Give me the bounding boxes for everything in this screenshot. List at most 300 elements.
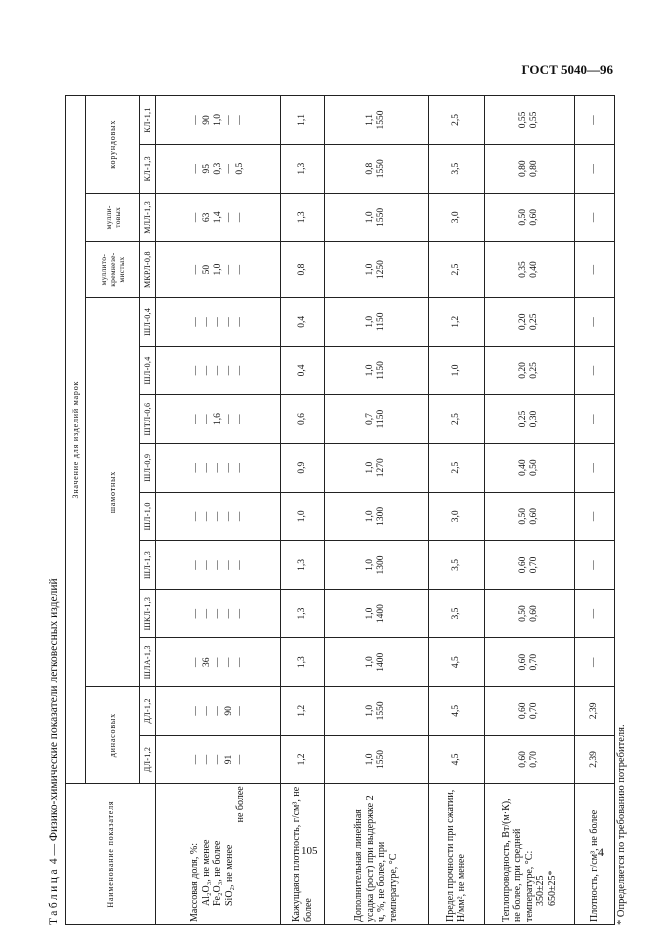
indicator-line: 650±25* [546, 870, 558, 906]
value-cell [156, 735, 281, 784]
value-line: 4,5 [450, 704, 461, 717]
value-cell [428, 735, 485, 784]
value-cell [324, 298, 428, 347]
value-line: — [234, 754, 245, 765]
value-cell [485, 193, 574, 242]
value-line: — [190, 706, 201, 716]
value-cell [324, 687, 428, 736]
brand-header: КЛ-1,3 [140, 144, 156, 193]
value-line: 1,0 [365, 753, 376, 766]
value-line: — [234, 212, 245, 223]
value-line: 0,4 [297, 364, 308, 377]
brand-header: ШЛ-0,4 [140, 346, 156, 395]
group-header: шамотных [86, 298, 140, 687]
brand-header: ШТЛ-0,6 [140, 395, 156, 444]
value-line: 1300 [376, 555, 387, 575]
value-line: — [223, 365, 234, 376]
value-line: 1,3 [297, 607, 308, 620]
value-cell [156, 443, 281, 492]
group-header: корундовых [86, 96, 140, 194]
value-cell [428, 541, 485, 590]
value-cell [574, 589, 614, 638]
indicator-cell [574, 784, 614, 925]
value-line: — [588, 317, 599, 327]
value-cell [428, 687, 485, 736]
value-line: 0,8 [297, 263, 308, 276]
value-cell [156, 144, 281, 193]
value-line: — [234, 608, 245, 619]
value-line: 0,4 [297, 315, 308, 328]
value-cell [574, 193, 614, 242]
value-cell [281, 443, 325, 492]
table-row [574, 96, 614, 925]
value-line: 0,70 [529, 702, 540, 720]
value-line: 0,60 [529, 508, 540, 525]
indicator-line: Al₂O₃, не менее [200, 839, 212, 906]
value-line: — [201, 706, 212, 716]
value-cell [428, 193, 485, 242]
value-cell [324, 193, 428, 242]
value-line: — [190, 212, 201, 223]
value-cell [156, 492, 281, 541]
value-line: 1150 [376, 361, 387, 380]
table-row [428, 96, 485, 925]
value-line: — [223, 608, 234, 619]
value-line: 2,39 [588, 702, 599, 720]
value-line: 0,50 [518, 209, 529, 226]
brand-header: ШЛ-1,3 [140, 541, 156, 590]
value-cell [324, 96, 428, 145]
value-line: — [190, 754, 201, 765]
value-cell [281, 346, 325, 395]
value-line: 0,60 [518, 653, 529, 671]
value-line: — [201, 608, 212, 619]
page-number: 4 [598, 845, 604, 859]
value-line: — [234, 414, 245, 424]
value-line: — [223, 115, 234, 125]
value-line: 4,5 [450, 656, 461, 669]
value-cell [428, 96, 485, 145]
value-line: — [588, 365, 599, 376]
value-cell [428, 242, 485, 298]
value-line: 2,39 [588, 751, 599, 768]
value-line: 1,0 [450, 364, 461, 377]
value-cell [485, 242, 574, 298]
value-line: 0,80 [529, 160, 540, 178]
value-line: — [212, 706, 223, 716]
value-line: — [201, 511, 212, 522]
value-line: — [190, 317, 201, 327]
value-line: — [588, 560, 599, 570]
brand-header: ШЛ-0,4 [140, 298, 156, 347]
value-line: — [234, 264, 245, 275]
value-line: 1,0 [365, 704, 376, 717]
value-line: 1,1 [365, 114, 376, 126]
value-line: 1400 [376, 604, 387, 624]
value-line: 1,3 [297, 211, 308, 224]
value-line: — [212, 560, 223, 570]
value-line: 0,30 [529, 410, 540, 428]
value-line: 0,25 [529, 362, 540, 379]
indicator-line: Кажущаяся плотность, г/см³, не более [291, 786, 314, 922]
value-line: — [223, 414, 234, 424]
value-line: — [190, 414, 201, 424]
value-line: 0,50 [529, 459, 540, 477]
indicator-line: Предел прочности при сжатии, Н/мм², не менее [444, 789, 468, 922]
brand-header: МКРЛ-0,8 [140, 242, 156, 298]
indicator-column-header: Наименование показателя [66, 784, 156, 925]
indicator-line: не более [235, 786, 247, 823]
value-cell [485, 589, 574, 638]
value-line: — [190, 462, 201, 473]
value-cell [574, 242, 614, 298]
value-line: 0,20 [518, 313, 529, 331]
value-cell [281, 395, 325, 444]
value-cell [428, 298, 485, 347]
value-line: — [223, 657, 234, 667]
value-line: — [212, 754, 223, 765]
value-line: 91 [223, 754, 234, 765]
value-cell [281, 144, 325, 193]
value-line: 1,4 [212, 211, 223, 224]
value-cell [324, 242, 428, 298]
value-cell [574, 96, 614, 145]
value-line: 1,0 [365, 461, 376, 474]
value-line: — [588, 115, 599, 125]
value-cell [156, 687, 281, 736]
value-cell [485, 96, 574, 145]
value-line: 0,35 [518, 261, 529, 278]
value-line: — [223, 462, 234, 473]
value-line: 1,2 [297, 753, 308, 766]
table-row [156, 96, 281, 925]
value-line: — [190, 163, 201, 174]
value-cell [485, 687, 574, 736]
value-cell [574, 395, 614, 444]
value-cell [281, 735, 325, 784]
value-line: — [234, 706, 245, 716]
value-line: 2,5 [450, 114, 461, 126]
value-line: — [190, 657, 201, 667]
value-line: 0,80 [518, 160, 529, 178]
value-line: 1,0 [365, 559, 376, 571]
group-header: мулли-товых [86, 193, 140, 242]
indicator-line: Плотность, г/см³, не более [588, 809, 600, 922]
brand-header: ШКЛ-1,3 [140, 589, 156, 638]
value-cell [324, 492, 428, 541]
value-cell [324, 346, 428, 395]
value-line: 1270 [376, 458, 387, 478]
value-line: 36 [201, 657, 212, 667]
value-line: 1550 [376, 159, 387, 179]
value-line: — [223, 212, 234, 223]
value-line: — [234, 317, 245, 327]
value-line: 1,3 [297, 656, 308, 669]
indicator-line: SiO₂, не менее [223, 844, 235, 906]
value-line: — [201, 560, 212, 570]
indicator-line: 350±25 [535, 875, 547, 906]
value-line: — [201, 317, 212, 327]
value-cell [485, 541, 574, 590]
value-line: 1,1 [297, 114, 308, 126]
value-cell [281, 242, 325, 298]
value-line: — [588, 163, 599, 174]
value-line: — [212, 462, 223, 473]
value-line: 1550 [376, 749, 387, 769]
value-line: 1250 [376, 260, 387, 280]
value-line: — [588, 462, 599, 473]
value-line: — [588, 212, 599, 223]
value-cell [485, 298, 574, 347]
value-line: 0,60 [518, 702, 529, 720]
value-cell [485, 395, 574, 444]
table-caption [48, 95, 64, 925]
value-line: 0,20 [518, 362, 529, 379]
value-cell [428, 395, 485, 444]
value-line: — [234, 560, 245, 570]
value-line: 3,0 [450, 211, 461, 224]
value-line: — [588, 608, 599, 619]
value-cell [281, 492, 325, 541]
value-line: 95 [201, 163, 212, 174]
value-line: 0,8 [365, 162, 376, 175]
value-line: 0,60 [529, 209, 540, 226]
indicator-line: Дополнительная линейная усадка (рост) при выдержке 2 ч, %, не более, при температуре, °С [353, 795, 399, 922]
value-line: 1,0 [365, 211, 376, 224]
value-line: 1,0 [365, 510, 376, 523]
value-line: — [223, 560, 234, 570]
indicator-cell [324, 784, 428, 925]
value-line: — [201, 414, 212, 424]
value-line: 1550 [376, 110, 387, 130]
value-cell [485, 443, 574, 492]
value-cell [156, 96, 281, 145]
value-cell [281, 96, 325, 145]
brand-header: ДЛ-1,2 [140, 735, 156, 784]
value-line: 0,50 [518, 508, 529, 525]
value-line: 2,5 [450, 461, 461, 474]
value-line: 0,25 [529, 313, 540, 331]
value-line: 90 [223, 706, 234, 716]
value-cell [156, 541, 281, 590]
value-cell [428, 144, 485, 193]
value-line: — [201, 365, 212, 376]
value-cell [281, 541, 325, 590]
value-cell [428, 346, 485, 395]
value-line: 0,60 [518, 751, 529, 768]
value-line: 3,0 [450, 510, 461, 523]
value-line: — [223, 163, 234, 174]
value-line: — [190, 264, 201, 275]
value-line: 1,0 [365, 607, 376, 620]
value-line: 0,55 [529, 111, 540, 129]
value-line: 4,5 [450, 753, 461, 766]
value-line: 0,70 [529, 751, 540, 768]
value-line: 1,0 [365, 364, 376, 377]
value-line: — [234, 365, 245, 376]
value-cell [485, 735, 574, 784]
brand-header: МЛЛ-1,3 [140, 193, 156, 242]
folio-number: 105 [301, 845, 318, 857]
value-line: — [212, 657, 223, 667]
value-line: 1,0 [365, 263, 376, 276]
table-row [281, 96, 325, 925]
value-cell [485, 492, 574, 541]
indicator-cell [485, 784, 574, 925]
value-line: — [190, 511, 201, 522]
value-line: 1550 [376, 701, 387, 721]
caption-title: 4 — Физико-химические показатели легковесных изделий [48, 578, 60, 867]
value-cell [485, 144, 574, 193]
value-line: 0,50 [518, 605, 529, 622]
value-line: 2,5 [450, 413, 461, 426]
value-line: 1550 [376, 207, 387, 227]
value-line: — [212, 511, 223, 522]
brand-header: ДЛ-1,2 [140, 687, 156, 736]
footnote: * Определяется по требованию потребителя. [616, 724, 627, 925]
value-cell [281, 638, 325, 687]
value-cell [428, 443, 485, 492]
value-line: 0,6 [297, 413, 308, 426]
value-cell [281, 687, 325, 736]
value-line: 1,0 [297, 510, 308, 523]
indicator-line: Теплопроводность, Вт/(м·К), не более, при средней температуре, °С: [500, 798, 535, 922]
value-cell [324, 541, 428, 590]
value-line: — [190, 365, 201, 376]
indicator-cell [156, 784, 281, 925]
group-header: муллито-кремнезе-мистых [86, 242, 140, 298]
value-line: 1,2 [450, 315, 461, 328]
brand-header: ШЛ-1,0 [140, 492, 156, 541]
group-header: динасовых [86, 687, 140, 784]
value-line: 3,5 [450, 607, 461, 620]
value-cell [324, 589, 428, 638]
value-line: — [201, 462, 212, 473]
value-cell [574, 298, 614, 347]
value-cell [574, 638, 614, 687]
value-cell [156, 638, 281, 687]
values-column-header: Значение для изделий марок [66, 96, 86, 784]
value-cell [281, 193, 325, 242]
value-line: 1,0 [212, 114, 223, 126]
value-line: 1,3 [297, 559, 308, 571]
table-row [324, 96, 428, 925]
value-line: — [588, 657, 599, 667]
value-cell [574, 735, 614, 784]
value-line: 0,40 [529, 261, 540, 278]
value-cell [156, 395, 281, 444]
value-cell [428, 589, 485, 638]
value-line: — [234, 462, 245, 473]
value-line: 0,7 [365, 413, 376, 426]
value-line: 63 [201, 212, 212, 223]
value-line: — [212, 317, 223, 327]
value-cell [324, 443, 428, 492]
value-line: 1,3 [297, 162, 308, 175]
value-cell [324, 395, 428, 444]
properties-table [65, 95, 615, 925]
standard-header: ГОСТ 5040—96 [521, 62, 613, 77]
brand-header: КЛ-1,1 [140, 96, 156, 145]
value-cell [574, 144, 614, 193]
rotated-table-block [48, 95, 633, 925]
indicator-line: Fe₂O₃, не более [212, 840, 224, 906]
value-line: 0,25 [518, 410, 529, 428]
value-line: — [190, 115, 201, 125]
value-line: — [588, 264, 599, 275]
value-line: — [588, 414, 599, 424]
value-line: — [223, 264, 234, 275]
value-line: 1,2 [297, 704, 308, 717]
value-cell [324, 144, 428, 193]
value-line: 1,0 [365, 656, 376, 669]
value-cell [324, 638, 428, 687]
value-line: — [201, 754, 212, 765]
value-line: 0,60 [529, 605, 540, 622]
value-cell [156, 589, 281, 638]
value-line: 0,60 [518, 556, 529, 574]
value-line: 90 [201, 115, 212, 125]
value-line: 0,3 [212, 162, 223, 175]
value-line: 0,40 [518, 459, 529, 477]
value-line: — [223, 317, 234, 327]
caption-prefix: Таблица [48, 866, 60, 925]
value-line: — [234, 657, 245, 667]
value-line: 0,5 [234, 162, 245, 175]
value-cell [156, 242, 281, 298]
value-cell [574, 443, 614, 492]
indicator-cell [428, 784, 485, 925]
indicator-line: Массовая доля, %: [189, 843, 201, 922]
value-line: 1,0 [365, 315, 376, 328]
value-cell [574, 492, 614, 541]
value-line: — [190, 560, 201, 570]
brand-header: ШЛ-0,9 [140, 443, 156, 492]
value-line: — [190, 608, 201, 619]
value-line: — [234, 511, 245, 522]
value-cell [156, 193, 281, 242]
value-line: — [234, 115, 245, 125]
value-cell [156, 346, 281, 395]
value-line: — [212, 608, 223, 619]
value-line: 1400 [376, 652, 387, 672]
value-line: 1,0 [212, 263, 223, 276]
value-cell [485, 346, 574, 395]
value-cell [428, 638, 485, 687]
value-line: 1150 [376, 312, 387, 332]
value-cell [574, 541, 614, 590]
value-line: 0,55 [518, 111, 529, 129]
table-row [485, 96, 574, 925]
value-cell [324, 735, 428, 784]
value-line: 50 [201, 264, 212, 275]
value-cell [281, 589, 325, 638]
value-cell [574, 346, 614, 395]
value-line: 0,9 [297, 461, 308, 474]
value-cell [574, 687, 614, 736]
value-line: 3,5 [450, 162, 461, 175]
value-line: — [588, 511, 599, 522]
value-line: — [212, 365, 223, 376]
value-line: 2,5 [450, 263, 461, 276]
value-cell [428, 492, 485, 541]
value-cell [156, 298, 281, 347]
value-line: 0,70 [529, 653, 540, 671]
value-line: 1300 [376, 506, 387, 526]
value-cell [281, 298, 325, 347]
value-line: — [223, 511, 234, 522]
value-line: 1,6 [212, 413, 223, 426]
